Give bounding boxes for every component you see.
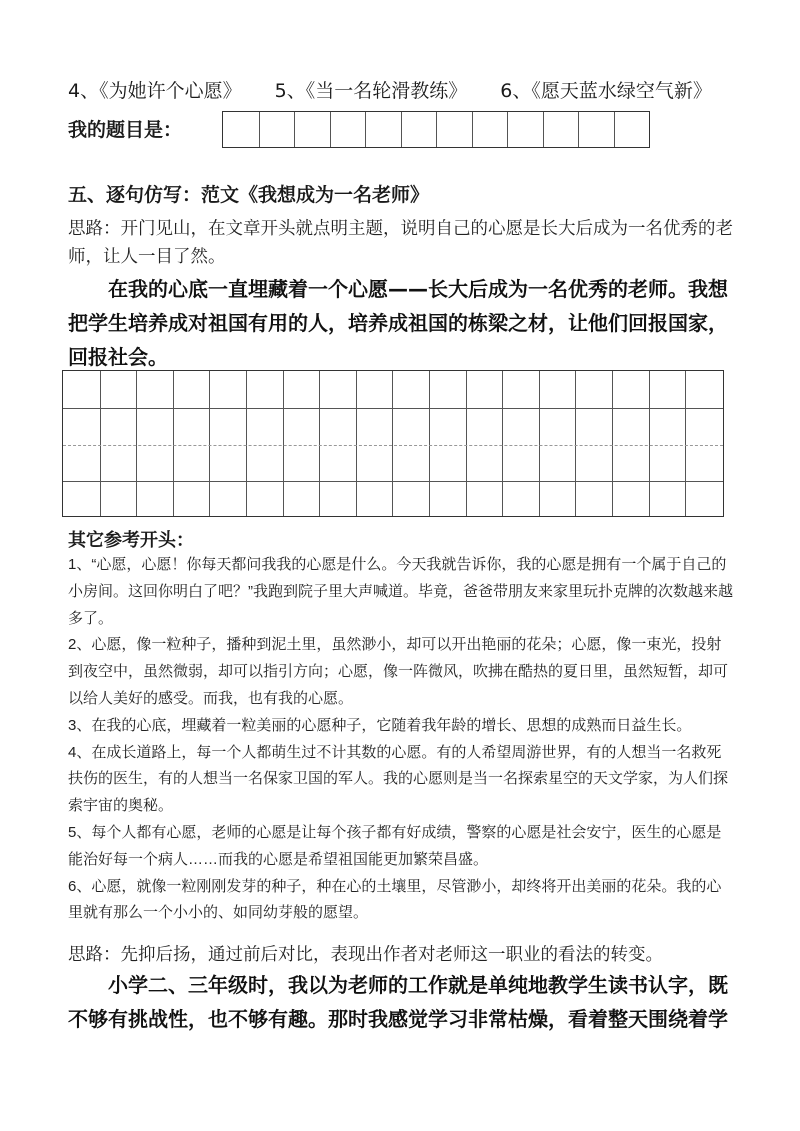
title-grid-cell[interactable] [507, 112, 543, 147]
grid-column-line [173, 371, 174, 516]
opening-item: 1、“心愿，心愿！你每天都问我我的心愿是什么。今天我就告诉你，我的心愿是拥有一个属于自己的小房间。这回你明白了吧？”我跑到院子里大声喊道。毕竟，爸爸带朋友来家里玩扑克牌的次数越来越多了。 [68, 556, 733, 627]
grid-guide-line [63, 445, 723, 446]
thinking-note-2: 思路：先抑后扬，通过前后对比，表现出作者对老师这一职业的看法的转变。 [68, 945, 663, 965]
opening-item: 5、每个人都有心愿，老师的心愿是让每个孩子都有好成绩，警察的心愿是社会安宁，医生的心愿是能治好每一个病人……而我的心愿是希望祖国能更加繁荣昌盛。 [68, 823, 722, 868]
grid-column-line [100, 371, 101, 516]
section-title: 五、逐句仿写：范文《我想成为一名老师》 [68, 184, 430, 206]
grid-column-line [246, 371, 247, 516]
openings-list [68, 552, 736, 927]
title-grid-cell[interactable] [330, 112, 366, 147]
grid-column-line [612, 371, 613, 516]
opening-item: 6、心愿，就像一粒刚刚发芽的种子，种在心的土壤里，尽管渺小，却终将开出美丽的花朵。我的心里就有那么一个小小的、如同幼芽般的愿望。 [68, 877, 722, 922]
grid-column-line [466, 371, 467, 516]
grid-column-line [502, 371, 503, 516]
grid-row-line [63, 481, 723, 482]
title-grid-cell[interactable] [259, 112, 295, 147]
grid-column-line [392, 371, 393, 516]
title-grid-cell[interactable] [436, 112, 472, 147]
opening-item: 4、在成长道路上，每一个人都萌生过不计其数的心愿。有的人希望周游世界，有的人想当一名救死扶伤的医生，有的人想当一名保家卫国的军人。我的心愿则是当一名探索星空的天文学家，为人们探索宇宙的奥秘。 [68, 743, 729, 815]
grid-column-line [319, 371, 320, 516]
grid-column-line [575, 371, 576, 516]
writing-practice-grid[interactable] [62, 370, 724, 517]
title-grid-cell[interactable] [543, 112, 579, 147]
grid-column-line [209, 371, 210, 516]
title-writing-grid[interactable] [222, 111, 650, 148]
topic-option: 4、《为她许个心愿》 [68, 80, 242, 102]
grid-column-line [685, 371, 686, 516]
grid-column-line [649, 371, 650, 516]
opening-item: 2、心愿，像一粒种子，播种到泥土里，虽然渺小，却可以开出艳丽的花朵；心愿，像一束光，投射到夜空中，虽然微弱，却可以指引方向；心愿，像一阵微风，吹拂在酷热的夏日里，虽然短暂，却可以给人美好的感受。而我，也有我的心愿。 [68, 636, 729, 707]
topic-option: 6、《愿天蓝水绿空气新》 [500, 80, 712, 102]
topic-label: 我的题目是： [68, 119, 183, 141]
title-grid-cell[interactable] [365, 112, 401, 147]
title-grid-cell[interactable] [614, 112, 650, 147]
model-paragraph: 在我的心底一直埋藏着一个心愿——长大后成为一名优秀的老师。我想把学生培养成对祖国有用的人，培养成祖国的栋梁之材，让他们回报国家，回报社会。 [68, 277, 728, 369]
title-grid-cell[interactable] [294, 112, 330, 147]
thinking-note: 思路：开门见山，在文章开头就点明主题，说明自己的心愿是长大后成为一名优秀的老师，让人一目了然。 [68, 219, 733, 267]
title-grid-cell[interactable] [578, 112, 614, 147]
opening-item: 3、在我的心底，埋藏着一粒美丽的心愿种子，它随着我年龄的增长、思想的成熟而日益生长。 [68, 716, 692, 734]
title-grid-cell[interactable] [223, 112, 259, 147]
model-paragraph-2: 小学二、三年级时，我以为老师的工作就是单纯地教学生读书认字，既不够有挑战性，也不够有趣。那时我感觉学习非常枯燥，看着整天围绕着学 [68, 973, 728, 1031]
grid-column-line [283, 371, 284, 516]
title-grid-cell[interactable] [401, 112, 437, 147]
grid-column-line [539, 371, 540, 516]
title-grid-cell[interactable] [472, 112, 508, 147]
grid-row-line [63, 408, 723, 409]
grid-column-line [136, 371, 137, 516]
topic-option: 5、《当一名轮滑教练》 [274, 80, 468, 102]
grid-column-line [429, 371, 430, 516]
topic-options [68, 76, 748, 103]
grid-column-line [356, 371, 357, 516]
other-openings-title: 其它参考开头： [68, 530, 194, 551]
